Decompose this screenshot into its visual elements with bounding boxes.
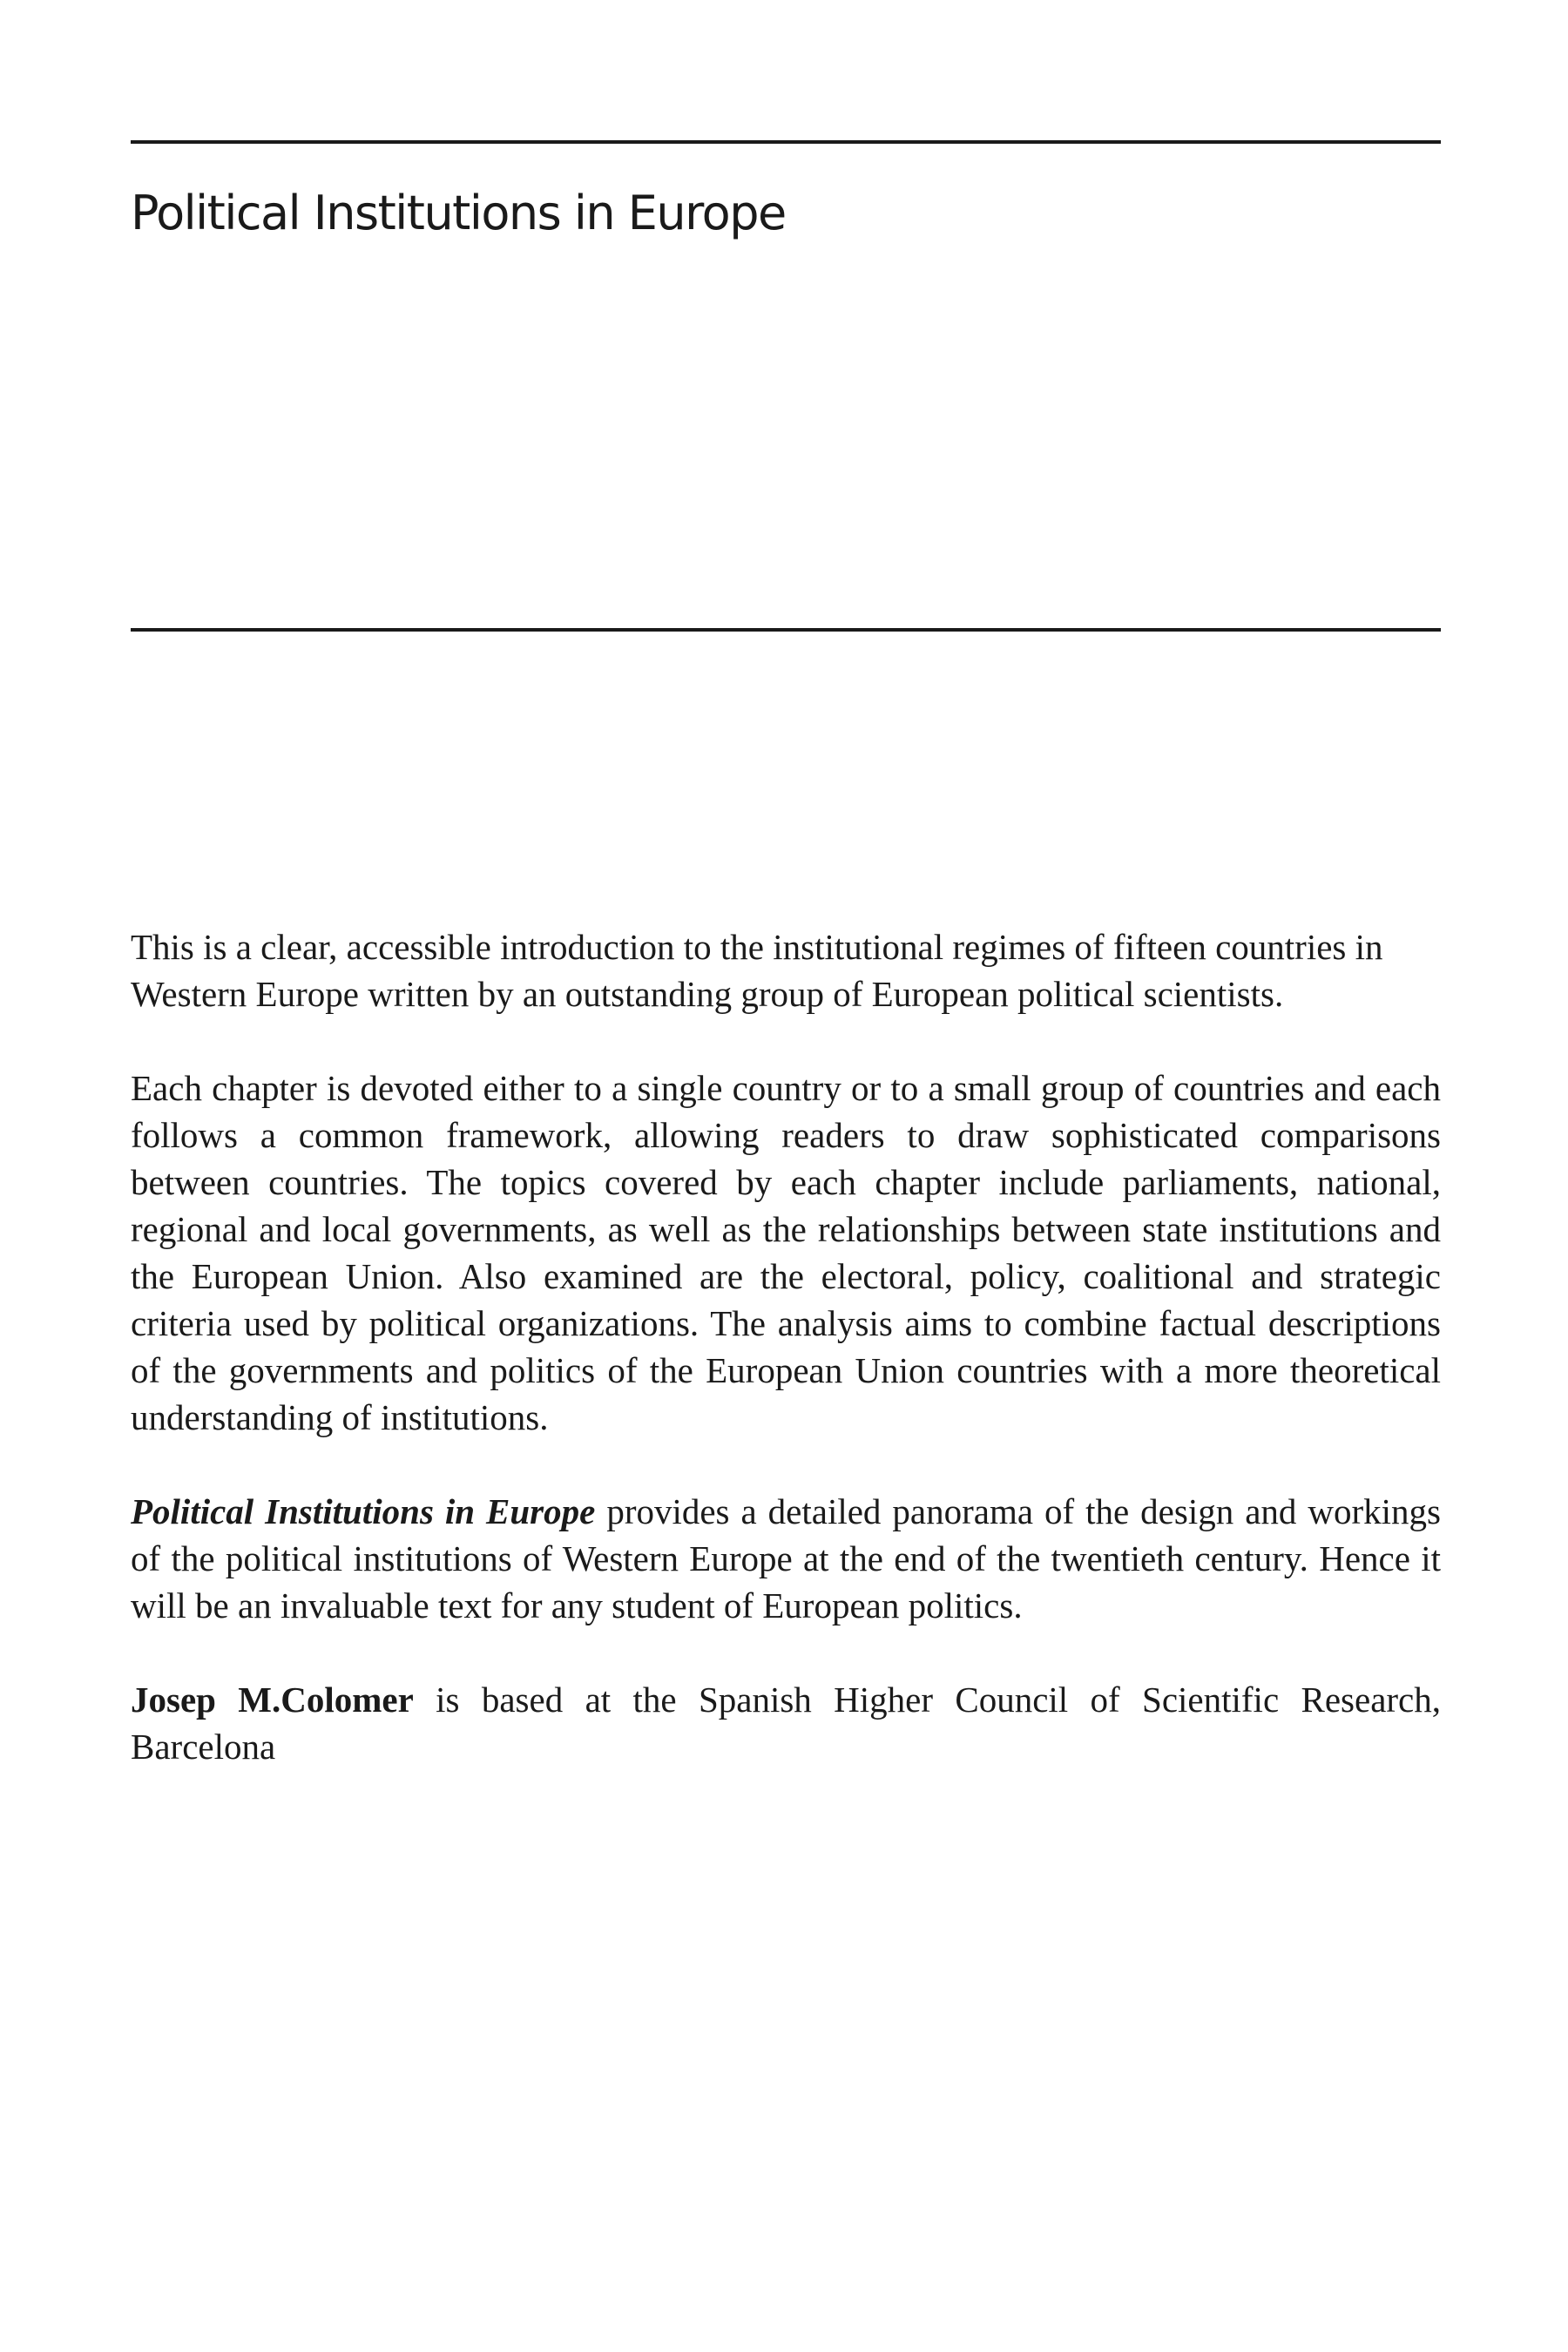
author-affiliation: is based at the Spanish Higher Council of Scientific Research, Barcelona — [131, 1680, 1441, 1767]
intro-paragraph: This is a clear, accessible introduction to the institutional regimes of fifteen countries in Western Europe written by an outstanding group of European political scientists. — [131, 927, 1383, 1014]
book-title: Political Institutions in Europe — [131, 186, 786, 240]
emphasized-book-title: Political Institutions in Europe — [131, 1491, 596, 1531]
top-rule — [131, 140, 1441, 144]
panorama-text: provides a detailed panorama of the design and workings of the political institutions of Western Europe at the end of the twentieth century. Hence it will be an invaluable text for any student of European politics. — [131, 1491, 1441, 1625]
chapters-paragraph: Each chapter is devoted either to a single country or to a small group of countries and each follows a common framework, allowing readers to draw sophisticated comparisons between countries. The topics covered by each chapter include parliaments, national, regional and local governments, as well as the relationships between state institutions and the European Union. Also examined are the electoral, policy, coalitional and strategic criteria used by political organizations. The analysis aims to combine factual descriptions of the governments and politics of the European Union countries with a more theoretical understanding of institutions. — [131, 1068, 1441, 1437]
blurb-text — [131, 923, 1441, 1817]
panorama-paragraph — [131, 1488, 1441, 1629]
author-paragraph — [131, 1676, 1441, 1770]
author-name: Josep M.Colomer — [131, 1680, 414, 1720]
middle-rule — [131, 628, 1441, 632]
